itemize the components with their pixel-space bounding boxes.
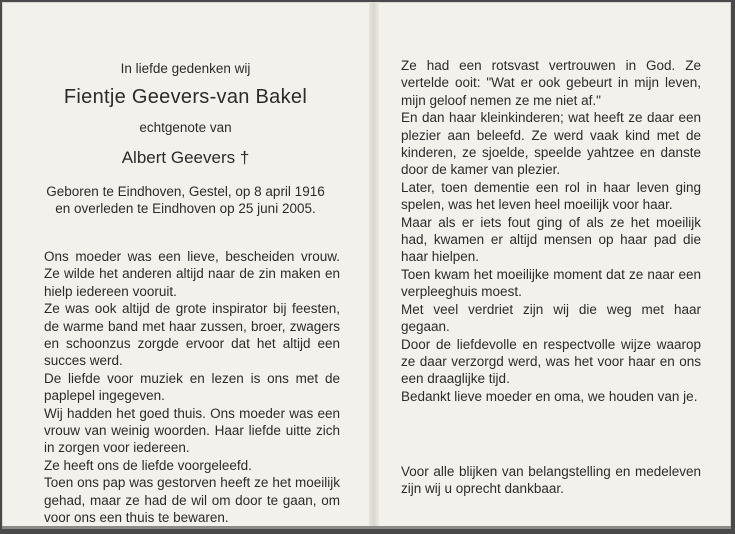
- life-dates: [2, 183, 369, 217]
- paragraph: Maar als er iets fout ging of als ze het moeilijk had, kwamen er altijd mensen op haar pad die haar hielpen.: [401, 214, 701, 265]
- left-body-text: [44, 248, 340, 527]
- memorial-card: [2, 2, 731, 529]
- card-bottom-edge: [2, 526, 731, 529]
- paragraph: Wij hadden het goed thuis. Ons moeder was een vrouw van weinig woorden. Haar liefde uitte zich in zorgen voor iedereen.: [44, 405, 340, 456]
- card-fold: [369, 2, 379, 529]
- paragraph: Ze had een rotsvast vertrouwen in God. Ze vertelde ooit: "Wat er ook gebeurt in mijn leven, mijn geloof nemen ze me niet af.": [401, 58, 701, 108]
- paragraph: Bedankt lieve moeder en oma, we houden van je.: [401, 388, 698, 404]
- paragraph: De liefde voor muziek en lezen is ons met de paplepel ingegeven.: [44, 370, 340, 404]
- paragraph: En dan haar kleinkinderen; wat heeft ze daar een plezier aan beleefd. Ze werd vaak kind met de kinderen, ze sjoelde, speelde yahtzee en danste door de kamer van plezier.: [401, 110, 701, 178]
- right-body-text: [401, 57, 701, 405]
- paragraph: Later, toen dementie een rol in haar leven ging spelen, was het leven heel moeilijk voor haar.: [401, 179, 701, 213]
- paragraph: Ze was ook altijd de grote inspirator bij feesten, de warme band met haar zussen, broer, zwagers en schoonzus zorgde ervoor dat het altijd een succes werd.: [44, 301, 340, 369]
- birth-line: Geboren te Eindhoven, Gestel, op 8 april 1916: [46, 184, 325, 199]
- spouse-name: Albert Geevers †: [121, 148, 250, 167]
- paragraph: Met veel verdriet zijn wij die weg met haar gegaan.: [401, 301, 701, 335]
- paragraph: Door de liefdevolle en respectvolle wijze waarop ze daar verzorgd werd, was het voor haar en ons een draaglijke tijd.: [401, 336, 701, 387]
- paragraph: Ze heeft ons de liefde voorgeleefd.: [44, 457, 252, 473]
- paragraph: Toen kwam het moeilijke moment dat ze naar een verpleeghuis moest.: [401, 266, 701, 300]
- paragraph: Toen ons pap was gestorven heeft ze het moeilijk gehad, maar ze had de wil om door te gaan, om voor ons een thuis te bewaren.: [44, 475, 340, 526]
- left-page: [2, 2, 369, 529]
- death-line: en overleden te Eindhoven op 25 juni 2005.: [55, 201, 316, 216]
- paragraph: Ons moeder was een lieve, bescheiden vrouw. Ze wilde het anderen altijd naar de zin maken en hielp iedereen vooruit.: [44, 249, 340, 299]
- closing-text: [401, 463, 701, 498]
- right-page: [379, 2, 731, 529]
- thank-you-paragraph: Voor alle blijken van belangstelling en medeleven zijn wij u oprecht dankbaar.: [401, 464, 701, 497]
- deceased-name: Fientje Geevers-van Bakel: [63, 86, 308, 108]
- intro-text: In liefde gedenken wij: [120, 61, 251, 76]
- spouse-label: echtgenote van: [139, 120, 232, 135]
